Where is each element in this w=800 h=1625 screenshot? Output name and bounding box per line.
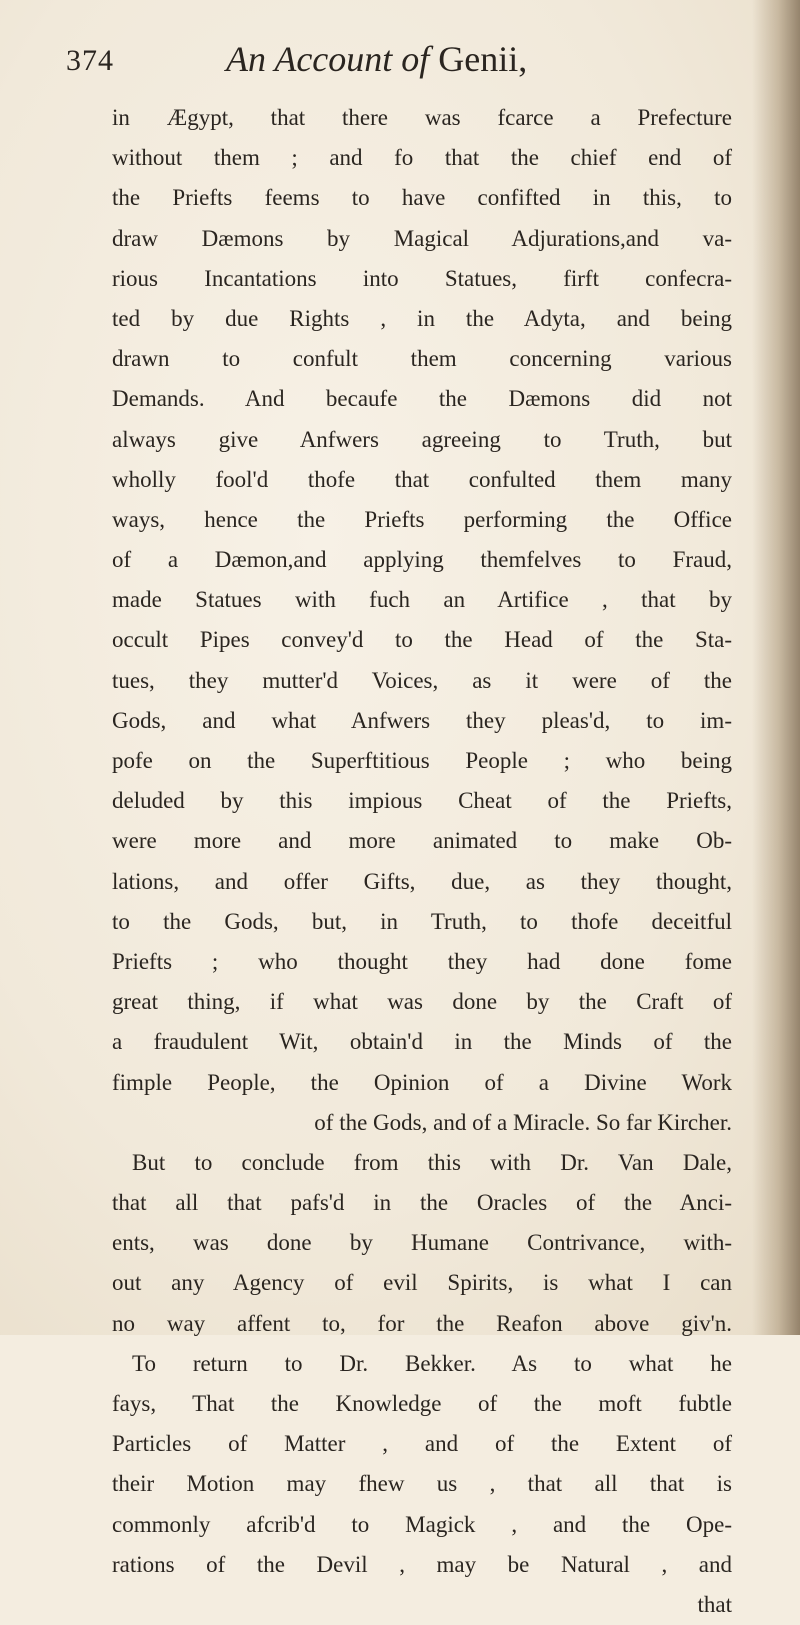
text-line: But to conclude from this with Dr. Van Dale,: [132, 1149, 732, 1175]
text-line: Demands. And becaufe the Dæmons did not: [112, 386, 732, 412]
text-line: deluded by this impious Cheat of the Priefts,: [112, 788, 732, 814]
text-line: that all that pafs'd in the Oracles of the Anci-: [112, 1190, 732, 1216]
text-line: to the Gods, but, in Truth, to thofe deceitful: [112, 908, 732, 934]
text-line: draw Dæmons by Magical Adjurations,and va-: [112, 225, 732, 251]
text-line: fays, That the Knowledge of the moft fubtle: [112, 1391, 732, 1416]
text-line: tues, they mutter'd Voices, as it were of the: [112, 667, 732, 693]
text-line: the Priefts feems to have confifted in this, to: [112, 185, 732, 211]
text-line: out any Agency of evil Spirits, is what I can: [112, 1270, 732, 1296]
page-number: 374: [66, 44, 114, 77]
text-line: made Statues with fuch an Artifice , that by: [112, 587, 732, 613]
text-line: of a Dæmon,and applying themfelves to Fraud,: [112, 547, 732, 573]
text-line: commonly afcrib'd to Magick , and the Ope-: [112, 1511, 732, 1537]
text-line: in Ægypt, that there was fcarce a Prefecture: [112, 105, 732, 130]
text-line: Gods, and what Anfwers they pleas'd, to im-: [112, 707, 732, 733]
text-line: drawn to confult them concerning various: [112, 346, 732, 372]
text-line: To return to Dr. Bekker. As to what he: [132, 1350, 732, 1376]
text-line: always give Anfwers agreeing to Truth, but: [112, 426, 732, 452]
text-line: their Motion may fhew us , that all that is: [112, 1471, 732, 1497]
text-line: no way affent to, for the Reafon above giv'n.: [112, 1310, 732, 1336]
text-line: of the Gods, and of a Miracle. So far Kircher.: [314, 1109, 732, 1135]
text-line: rations of the Devil , may be Natural , and: [112, 1551, 732, 1577]
text-line: lations, and offer Gifts, due, as they thought,: [112, 868, 732, 894]
page-header: [66, 38, 726, 98]
running-title-italic: An Account of: [226, 39, 430, 79]
text-line: a fraudulent Wit, obtain'd in the Minds of the: [112, 1029, 732, 1055]
text-line: fimple People, the Opinion of a Divine Work: [112, 1069, 732, 1095]
running-title: [226, 38, 527, 80]
running-title-roman: Genii,: [429, 39, 528, 79]
text-line: pofe on the Superftitious People ; who being: [112, 748, 732, 773]
text-line: were more and more animated to make Ob-: [112, 828, 732, 854]
text-line: ted by due Rights , in the Adyta, and being: [112, 305, 732, 331]
body-text: [112, 98, 732, 1625]
text-line: Priefts ; who thought they had done fome: [112, 948, 732, 974]
text-line: ents, was done by Humane Contrivance, with-: [112, 1230, 732, 1256]
text-line: without them ; and fo that the chief end of: [112, 145, 732, 171]
text-line: ways, hence the Priefts performing the Office: [112, 506, 732, 532]
page-edge-shadow: [752, 0, 800, 1335]
text-line: Particles of Matter , and of the Extent of: [112, 1431, 732, 1457]
text-line: occult Pipes convey'd to the Head of the Sta-: [112, 627, 732, 653]
catchword: that: [697, 1591, 732, 1617]
text-line: wholly fool'd thofe that confulted them many: [112, 466, 732, 492]
text-line: rious Incantations into Statues, firft confecra-: [112, 265, 732, 291]
text-line: great thing, if what was done by the Craft of: [112, 989, 732, 1015]
